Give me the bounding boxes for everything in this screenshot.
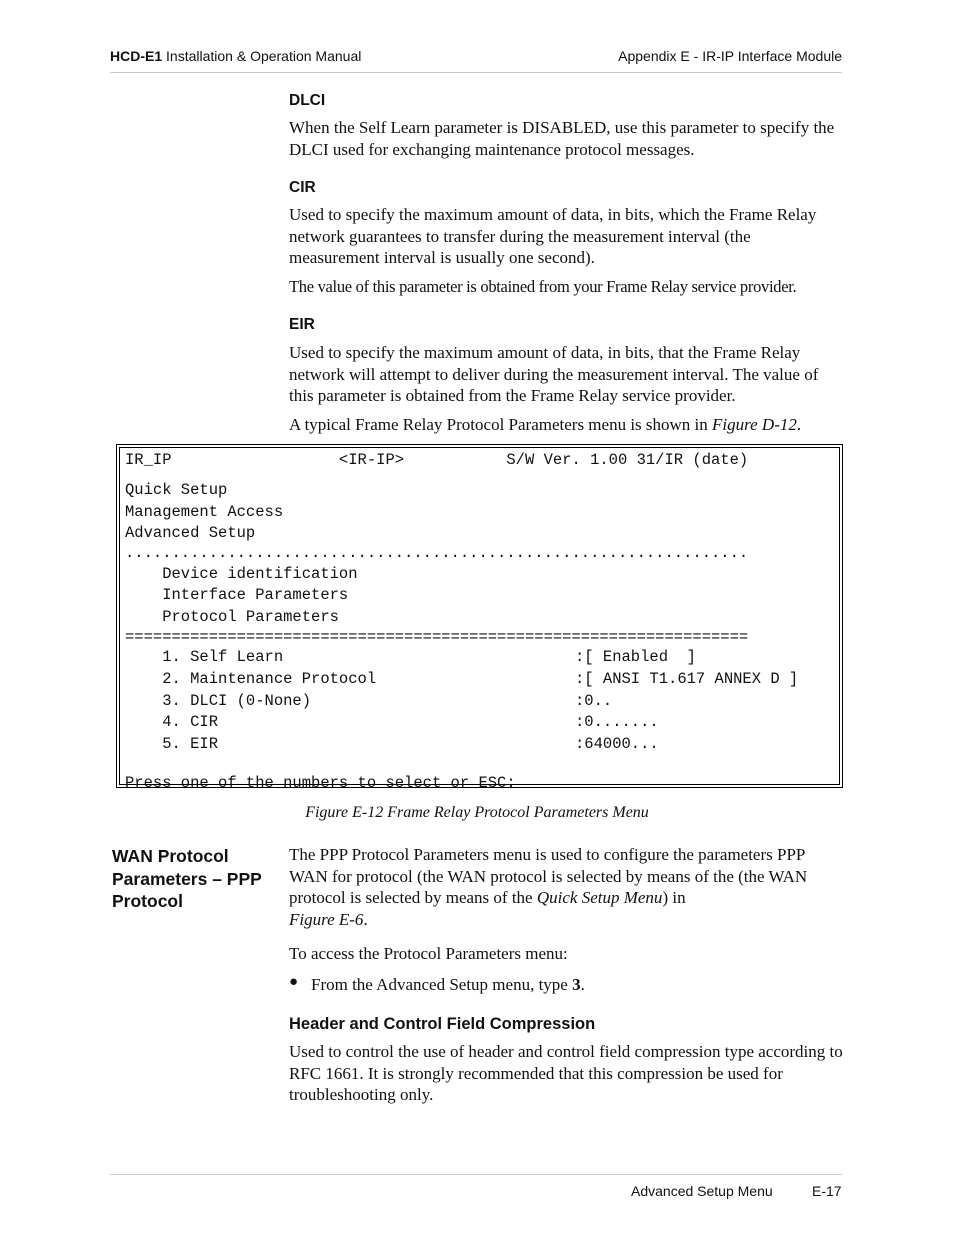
footer-rule [110, 1174, 842, 1175]
intro-end: . [796, 415, 802, 434]
cir-body-2: The value of this parameter is obtained from your Frame Relay service provider. [289, 277, 797, 296]
dotted-separator: ................................................................... [125, 544, 749, 562]
wan-intro-text-2: ) in [662, 888, 686, 907]
terminal-screen [116, 444, 843, 792]
figure-reference: Figure D-12 [712, 415, 797, 434]
dlci-heading: DLCI [289, 92, 326, 109]
quick-setup-menu-reference: Quick Setup Menu [536, 888, 663, 907]
terminal-header-line: IR_IP <IR-IP> S/W Ver. 1.00 31/IR (date) [125, 451, 749, 469]
dlci-body: When the Self Learn parameter is DISABLED, use this parameter to specify the DLCI used for exchanging maintenance protocol messages. [289, 118, 835, 159]
param-value-eir: :64000... [575, 735, 659, 753]
eir-figure-intro [289, 414, 845, 436]
bullet-text-post: . [580, 975, 585, 994]
eir-body: Used to specify the maximum amount of data, in bits, that the Frame Relay network will attempt to deliver during the measurement interval. The value of this parameter is obtained from the Frame Relay service provider. [289, 343, 819, 405]
footer-section-name: Advanced Setup Menu [631, 1183, 773, 1199]
terminal-prompt: Press one of the numbers to select or ESC: [125, 774, 516, 792]
submenu-interface-parameters: Interface Parameters [125, 586, 349, 604]
param-value-dlci: :0.. [575, 692, 613, 710]
param-value-self-learn: :[ Enabled ] [575, 648, 696, 666]
param-value-maintenance-protocol: :[ ANSI T1.617 ANNEX D ] [575, 670, 799, 688]
compression-body: Used to control the use of header and control field compression type according to RFC 1661. It is strongly recommended that this compression be used for troubleshooting only. [289, 1042, 843, 1104]
section-heading: WAN Protocol Parameters – PPP Protocol [112, 846, 262, 911]
param-label-eir: 5. EIR [125, 735, 219, 753]
param-label-self-learn: 1. Self Learn [125, 648, 284, 666]
double-separator: =================================================================== [125, 628, 749, 646]
manual-title [110, 48, 361, 64]
bullet-dot-icon: ● [289, 974, 299, 990]
header-rule [110, 72, 842, 73]
bullet-text-pre: From the Advanced Setup menu, type [311, 975, 573, 994]
compression-heading: Header and Control Field Compression [289, 1015, 596, 1033]
bullet-key: 3 [572, 975, 581, 994]
submenu-protocol-parameters: Protocol Parameters [125, 608, 339, 626]
intro-text: A typical Frame Relay Protocol Parameters menu is shown in [289, 415, 713, 434]
figure-e6-reference: Figure E-6 [289, 909, 364, 929]
cir-heading: CIR [289, 179, 316, 196]
cir-body: Used to specify the maximum amount of data, in bits, which the Frame Relay network guarantees to transfer during the measurement interval (the measurement interval is usually one second). [289, 205, 817, 267]
bullet-text [311, 975, 585, 995]
wan-intro-end: . [363, 909, 368, 929]
submenu-device-identification: Device identification [125, 565, 358, 583]
access-instructions: To access the Protocol Parameters menu: [289, 944, 568, 963]
param-value-cir: :0....... [575, 713, 659, 731]
manual-name: Installation & Operation Manual [162, 48, 362, 64]
param-label-cir: 4. CIR [125, 713, 219, 731]
appendix-title: Appendix E - IR-IP Interface Module [618, 48, 842, 64]
menu-item-management-access: Management Access [125, 503, 284, 521]
wan-intro-text: The PPP Protocol Parameters menu is used to configure the parameters PPP WAN for protocol (the WAN protocol is selected by means of the (the WAN protocol is selected by means of the [289, 845, 808, 907]
figure-caption: Figure E-12 Frame Relay Protocol Parameters Menu [305, 804, 649, 821]
wan-intro-paragraph [289, 844, 845, 930]
page-number: E-17 [812, 1183, 842, 1199]
terminal-inner-frame [119, 447, 840, 792]
product-name: HCD-E1 [110, 48, 163, 64]
eir-heading: EIR [289, 316, 315, 333]
param-label-maintenance-protocol: 2. Maintenance Protocol [125, 670, 377, 688]
param-label-dlci: 3. DLCI (0-None) [125, 692, 312, 710]
menu-item-advanced-setup: Advanced Setup [125, 524, 256, 542]
menu-item-quick-setup: Quick Setup [125, 481, 228, 499]
